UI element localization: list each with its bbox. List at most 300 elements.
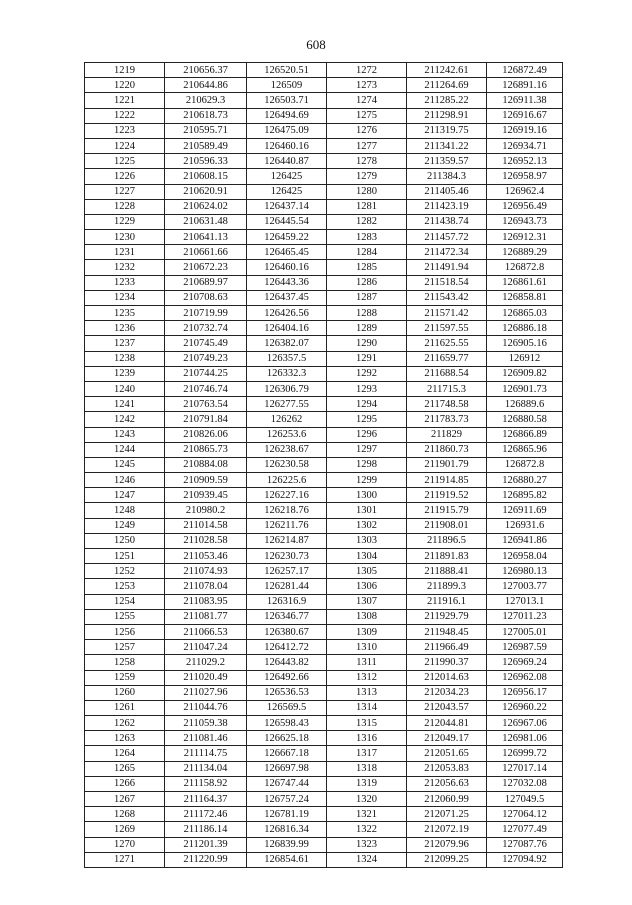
- table-cell: 126211.76: [247, 518, 327, 533]
- table-cell: 1313: [327, 685, 407, 700]
- table-row: [85, 138, 563, 153]
- table-row: [85, 700, 563, 715]
- table-row: [85, 199, 563, 214]
- table-cell: 126460.16: [247, 260, 327, 275]
- table-cell: 1274: [327, 93, 407, 108]
- table-cell: 211029.2: [165, 655, 247, 670]
- table-cell: 211423.19: [407, 199, 487, 214]
- table-cell: 127017.14: [487, 761, 563, 776]
- table-cell: 126412.72: [247, 640, 327, 655]
- table-cell: 126425: [247, 184, 327, 199]
- table-row: [85, 260, 563, 275]
- table-cell: 126911.38: [487, 93, 563, 108]
- table-cell: 1286: [327, 275, 407, 290]
- table-cell: 1272: [327, 63, 407, 78]
- table-row: [85, 473, 563, 488]
- table-cell: 126891.16: [487, 78, 563, 93]
- table-cell: 1305: [327, 564, 407, 579]
- table-cell: 1280: [327, 184, 407, 199]
- table-cell: 211059.38: [165, 716, 247, 731]
- table-row: [85, 624, 563, 639]
- table-row: [85, 488, 563, 503]
- table-cell: 210620.91: [165, 184, 247, 199]
- table-cell: 126911.69: [487, 503, 563, 518]
- table-cell: 126962.4: [487, 184, 563, 199]
- table-cell: 1242: [85, 412, 165, 427]
- table-cell: 126960.22: [487, 700, 563, 715]
- table-cell: 210624.02: [165, 199, 247, 214]
- table-cell: 126880.58: [487, 412, 563, 427]
- table-cell: 1285: [327, 260, 407, 275]
- table-cell: 211172.46: [165, 807, 247, 822]
- table-cell: 210763.54: [165, 397, 247, 412]
- table-cell: 1273: [327, 78, 407, 93]
- table-cell: 126440.87: [247, 154, 327, 169]
- table-cell: 1267: [85, 792, 165, 807]
- table-cell: 211081.77: [165, 609, 247, 624]
- table-cell: 1281: [327, 199, 407, 214]
- table-row: [85, 108, 563, 123]
- table-row: [85, 761, 563, 776]
- table-cell: 126931.6: [487, 518, 563, 533]
- table-cell: 211438.74: [407, 214, 487, 229]
- table-cell: 126346.77: [247, 609, 327, 624]
- table-cell: 1311: [327, 655, 407, 670]
- table-cell: 211298.91: [407, 108, 487, 123]
- table-cell: 1283: [327, 230, 407, 245]
- table-cell: 210595.71: [165, 123, 247, 138]
- table-cell: 1324: [327, 852, 407, 867]
- table-cell: 126941.86: [487, 533, 563, 548]
- table-cell: 1302: [327, 518, 407, 533]
- table-cell: 126253.6: [247, 427, 327, 442]
- table-cell: 211908.01: [407, 518, 487, 533]
- table-cell: 211164.37: [165, 792, 247, 807]
- table-cell: 1255: [85, 609, 165, 624]
- table-row: [85, 655, 563, 670]
- table-cell: 1293: [327, 381, 407, 396]
- table-cell: 126865.96: [487, 442, 563, 457]
- table-cell: 211571.42: [407, 306, 487, 321]
- table-cell: 1268: [85, 807, 165, 822]
- table-cell: 1304: [327, 549, 407, 564]
- table-cell: 1256: [85, 624, 165, 639]
- table-cell: 1301: [327, 503, 407, 518]
- table-cell: 1246: [85, 473, 165, 488]
- table-cell: 126437.14: [247, 199, 327, 214]
- table-cell: 126909.82: [487, 366, 563, 381]
- table-cell: 211990.37: [407, 655, 487, 670]
- table-cell: 126262: [247, 412, 327, 427]
- table-cell: 1296: [327, 427, 407, 442]
- table-cell: 211896.5: [407, 533, 487, 548]
- table-cell: 1253: [85, 579, 165, 594]
- table-cell: 1222: [85, 108, 165, 123]
- table-cell: 126880.27: [487, 473, 563, 488]
- table-cell: 211919.52: [407, 488, 487, 503]
- table-row: [85, 518, 563, 533]
- table-cell: 212079.96: [407, 837, 487, 852]
- table-cell: 210708.63: [165, 290, 247, 305]
- table-cell: 211915.79: [407, 503, 487, 518]
- table-cell: 127094.92: [487, 852, 563, 867]
- table-cell: 127087.76: [487, 837, 563, 852]
- table-cell: 126503.71: [247, 93, 327, 108]
- table-cell: 126943.73: [487, 214, 563, 229]
- table-cell: 1230: [85, 230, 165, 245]
- table-cell: 211966.49: [407, 640, 487, 655]
- table-cell: 211078.04: [165, 579, 247, 594]
- table-cell: 211081.46: [165, 731, 247, 746]
- table-row: [85, 731, 563, 746]
- table-cell: 1270: [85, 837, 165, 852]
- table-cell: 1245: [85, 457, 165, 472]
- table-cell: 212014.63: [407, 670, 487, 685]
- table-cell: 1262: [85, 716, 165, 731]
- table-row: [85, 214, 563, 229]
- table-cell: 126861.61: [487, 275, 563, 290]
- table-cell: 126952.13: [487, 154, 563, 169]
- table-cell: 126697.98: [247, 761, 327, 776]
- table-cell: 212060.99: [407, 792, 487, 807]
- table-cell: 211285.22: [407, 93, 487, 108]
- table-cell: 126747.44: [247, 776, 327, 791]
- table-row: [85, 412, 563, 427]
- table-cell: 1310: [327, 640, 407, 655]
- table-cell: 126872.8: [487, 260, 563, 275]
- table-cell: 211543.42: [407, 290, 487, 305]
- table-cell: 210745.49: [165, 336, 247, 351]
- table-cell: 126459.22: [247, 230, 327, 245]
- table-cell: 126781.19: [247, 807, 327, 822]
- table-row: [85, 245, 563, 260]
- table-cell: 127077.49: [487, 822, 563, 837]
- table-cell: 1298: [327, 457, 407, 472]
- table-cell: 1225: [85, 154, 165, 169]
- table-cell: 1221: [85, 93, 165, 108]
- table-cell: 1292: [327, 366, 407, 381]
- table-cell: 1252: [85, 564, 165, 579]
- table-cell: 127064.12: [487, 807, 563, 822]
- table-row: [85, 579, 563, 594]
- table-cell: 126912: [487, 351, 563, 366]
- table-cell: 211597.55: [407, 321, 487, 336]
- table-cell: 126445.54: [247, 214, 327, 229]
- table-cell: 1244: [85, 442, 165, 457]
- table-cell: 210791.84: [165, 412, 247, 427]
- table-cell: 1241: [85, 397, 165, 412]
- table-cell: 1219: [85, 63, 165, 78]
- table-cell: 1291: [327, 351, 407, 366]
- table-cell: 1299: [327, 473, 407, 488]
- table-cell: 126912.31: [487, 230, 563, 245]
- table-cell: 126520.51: [247, 63, 327, 78]
- table-cell: 126999.72: [487, 746, 563, 761]
- table-cell: 1238: [85, 351, 165, 366]
- table-cell: 211264.69: [407, 78, 487, 93]
- table-cell: 1251: [85, 549, 165, 564]
- table-row: [85, 321, 563, 336]
- table-cell: 126962.08: [487, 670, 563, 685]
- table-cell: 1266: [85, 776, 165, 791]
- table-row: [85, 154, 563, 169]
- table-cell: 211053.46: [165, 549, 247, 564]
- table-cell: 212099.25: [407, 852, 487, 867]
- table-cell: 1247: [85, 488, 165, 503]
- table-cell: 126854.61: [247, 852, 327, 867]
- table-cell: 211929.79: [407, 609, 487, 624]
- table-cell: 211914.85: [407, 473, 487, 488]
- coordinates-table: [84, 62, 563, 868]
- table-cell: 126625.18: [247, 731, 327, 746]
- table-cell: 1259: [85, 670, 165, 685]
- table-cell: 210909.59: [165, 473, 247, 488]
- table-cell: 211027.96: [165, 685, 247, 700]
- table-cell: 126816.34: [247, 822, 327, 837]
- table-cell: 212049.17: [407, 731, 487, 746]
- table-cell: 211899.3: [407, 579, 487, 594]
- table-row: [85, 533, 563, 548]
- table-cell: 1288: [327, 306, 407, 321]
- table-cell: 1319: [327, 776, 407, 791]
- table-row: [85, 290, 563, 305]
- table-cell: 1265: [85, 761, 165, 776]
- table-cell: 126981.06: [487, 731, 563, 746]
- table-cell: 210689.97: [165, 275, 247, 290]
- table-row: [85, 184, 563, 199]
- table-cell: 126895.82: [487, 488, 563, 503]
- table-row: [85, 351, 563, 366]
- table-cell: 1260: [85, 685, 165, 700]
- table-cell: 127005.01: [487, 624, 563, 639]
- table-cell: 211916.1: [407, 594, 487, 609]
- table-cell: 126437.45: [247, 290, 327, 305]
- table-row: [85, 549, 563, 564]
- table-cell: 1282: [327, 214, 407, 229]
- table-cell: 1269: [85, 822, 165, 837]
- table-cell: 127013.1: [487, 594, 563, 609]
- table-cell: 1235: [85, 306, 165, 321]
- table-cell: 1240: [85, 381, 165, 396]
- table-cell: 211384.3: [407, 169, 487, 184]
- table-cell: 1284: [327, 245, 407, 260]
- table-cell: 1233: [85, 275, 165, 290]
- table-cell: 1315: [327, 716, 407, 731]
- table-cell: 126889.6: [487, 397, 563, 412]
- table-cell: 211158.92: [165, 776, 247, 791]
- table-cell: 212044.81: [407, 716, 487, 731]
- table-cell: 1232: [85, 260, 165, 275]
- table-cell: 1309: [327, 624, 407, 639]
- table-cell: 211829: [407, 427, 487, 442]
- table-cell: 126465.45: [247, 245, 327, 260]
- table-cell: 210746.74: [165, 381, 247, 396]
- table-cell: 126889.29: [487, 245, 563, 260]
- table-cell: 1234: [85, 290, 165, 305]
- table-cell: 1308: [327, 609, 407, 624]
- table-cell: 1318: [327, 761, 407, 776]
- table-cell: 210661.66: [165, 245, 247, 260]
- table-cell: 1277: [327, 138, 407, 153]
- table-cell: 126230.58: [247, 457, 327, 472]
- table-cell: 211472.34: [407, 245, 487, 260]
- table-cell: 1239: [85, 366, 165, 381]
- table-cell: 126281.44: [247, 579, 327, 594]
- table-cell: 211319.75: [407, 123, 487, 138]
- table-cell: 126569.5: [247, 700, 327, 715]
- table-cell: 210589.49: [165, 138, 247, 153]
- table-cell: 212034.23: [407, 685, 487, 700]
- table-cell: 212053.83: [407, 761, 487, 776]
- table-cell: 126257.17: [247, 564, 327, 579]
- table-cell: 211047.24: [165, 640, 247, 655]
- table-cell: 1229: [85, 214, 165, 229]
- table-row: [85, 427, 563, 442]
- table-cell: 1279: [327, 169, 407, 184]
- table-cell: 210719.99: [165, 306, 247, 321]
- table-cell: 212051.65: [407, 746, 487, 761]
- table-row: [85, 716, 563, 731]
- table-cell: 211083.95: [165, 594, 247, 609]
- table-cell: 1248: [85, 503, 165, 518]
- table-cell: 1227: [85, 184, 165, 199]
- table-cell: 1322: [327, 822, 407, 837]
- table-cell: 127049.5: [487, 792, 563, 807]
- table-cell: 126886.18: [487, 321, 563, 336]
- table-cell: 1289: [327, 321, 407, 336]
- table-cell: 1295: [327, 412, 407, 427]
- table-row: [85, 230, 563, 245]
- table-row: [85, 746, 563, 761]
- table-cell: 1294: [327, 397, 407, 412]
- table-cell: 1271: [85, 852, 165, 867]
- table-cell: 210672.23: [165, 260, 247, 275]
- table-cell: 211074.93: [165, 564, 247, 579]
- table-cell: 127003.77: [487, 579, 563, 594]
- table-row: [85, 442, 563, 457]
- table-cell: 1323: [327, 837, 407, 852]
- table-cell: 126404.16: [247, 321, 327, 336]
- coordinates-table-body: [85, 63, 563, 868]
- table-cell: 210596.33: [165, 154, 247, 169]
- table-cell: 126916.67: [487, 108, 563, 123]
- table-row: [85, 306, 563, 321]
- table-cell: 1254: [85, 594, 165, 609]
- table-row: [85, 776, 563, 791]
- table-row: [85, 381, 563, 396]
- table-cell: 126967.06: [487, 716, 563, 731]
- table-cell: 126380.67: [247, 624, 327, 639]
- table-cell: 126475.09: [247, 123, 327, 138]
- table-cell: 1314: [327, 700, 407, 715]
- table-row: [85, 123, 563, 138]
- table-cell: 1317: [327, 746, 407, 761]
- table-cell: 126382.07: [247, 336, 327, 351]
- table-cell: 126958.04: [487, 549, 563, 564]
- table-cell: 210656.37: [165, 63, 247, 78]
- table-cell: 211020.49: [165, 670, 247, 685]
- table-cell: 126987.59: [487, 640, 563, 655]
- table-cell: 211783.73: [407, 412, 487, 427]
- table-cell: 126980.13: [487, 564, 563, 579]
- table-cell: 211948.45: [407, 624, 487, 639]
- table-cell: 212056.63: [407, 776, 487, 791]
- table-cell: 126218.76: [247, 503, 327, 518]
- table-cell: 1287: [327, 290, 407, 305]
- table-cell: 127011.23: [487, 609, 563, 624]
- table-cell: 126214.87: [247, 533, 327, 548]
- table-cell: 126839.99: [247, 837, 327, 852]
- table-cell: 126230.73: [247, 549, 327, 564]
- table-cell: 126866.89: [487, 427, 563, 442]
- table-cell: 211860.73: [407, 442, 487, 457]
- table-cell: 1220: [85, 78, 165, 93]
- table-cell: 210939.45: [165, 488, 247, 503]
- table-row: [85, 822, 563, 837]
- table-cell: 210644.86: [165, 78, 247, 93]
- table-row: [85, 93, 563, 108]
- table-row: [85, 275, 563, 290]
- table-row: [85, 670, 563, 685]
- table-cell: 1257: [85, 640, 165, 655]
- table-cell: 1223: [85, 123, 165, 138]
- table-cell: 1312: [327, 670, 407, 685]
- table-cell: 1263: [85, 731, 165, 746]
- table-cell: 210618.73: [165, 108, 247, 123]
- table-row: [85, 503, 563, 518]
- table-cell: 211457.72: [407, 230, 487, 245]
- table-cell: 126357.5: [247, 351, 327, 366]
- table-cell: 126536.53: [247, 685, 327, 700]
- table-cell: 1278: [327, 154, 407, 169]
- table-cell: 1316: [327, 731, 407, 746]
- table-cell: 1290: [327, 336, 407, 351]
- table-cell: 126598.43: [247, 716, 327, 731]
- table-row: [85, 366, 563, 381]
- table-cell: 211044.76: [165, 700, 247, 715]
- table-cell: 211242.61: [407, 63, 487, 78]
- table-cell: 1303: [327, 533, 407, 548]
- page-number: 608: [306, 37, 326, 52]
- table-cell: 1264: [85, 746, 165, 761]
- table-cell: 126969.24: [487, 655, 563, 670]
- table-cell: 126443.82: [247, 655, 327, 670]
- table-cell: 126277.55: [247, 397, 327, 412]
- table-cell: 211341.22: [407, 138, 487, 153]
- table-cell: 126509: [247, 78, 327, 93]
- table-cell: 211186.14: [165, 822, 247, 837]
- table-cell: 126958.97: [487, 169, 563, 184]
- table-cell: 126865.03: [487, 306, 563, 321]
- table-cell: 1237: [85, 336, 165, 351]
- table-cell: 212072.19: [407, 822, 487, 837]
- table-cell: 1258: [85, 655, 165, 670]
- table-cell: 1320: [327, 792, 407, 807]
- table-cell: 126460.16: [247, 138, 327, 153]
- table-cell: 211220.99: [165, 852, 247, 867]
- table-cell: 1250: [85, 533, 165, 548]
- table-cell: 211028.58: [165, 533, 247, 548]
- table-cell: 210980.2: [165, 503, 247, 518]
- table-cell: 1261: [85, 700, 165, 715]
- table-cell: 1297: [327, 442, 407, 457]
- table-row: [85, 807, 563, 822]
- table-row: [85, 78, 563, 93]
- table-cell: 1276: [327, 123, 407, 138]
- table-row: [85, 594, 563, 609]
- table-cell: 211748.58: [407, 397, 487, 412]
- table-cell: 126306.79: [247, 381, 327, 396]
